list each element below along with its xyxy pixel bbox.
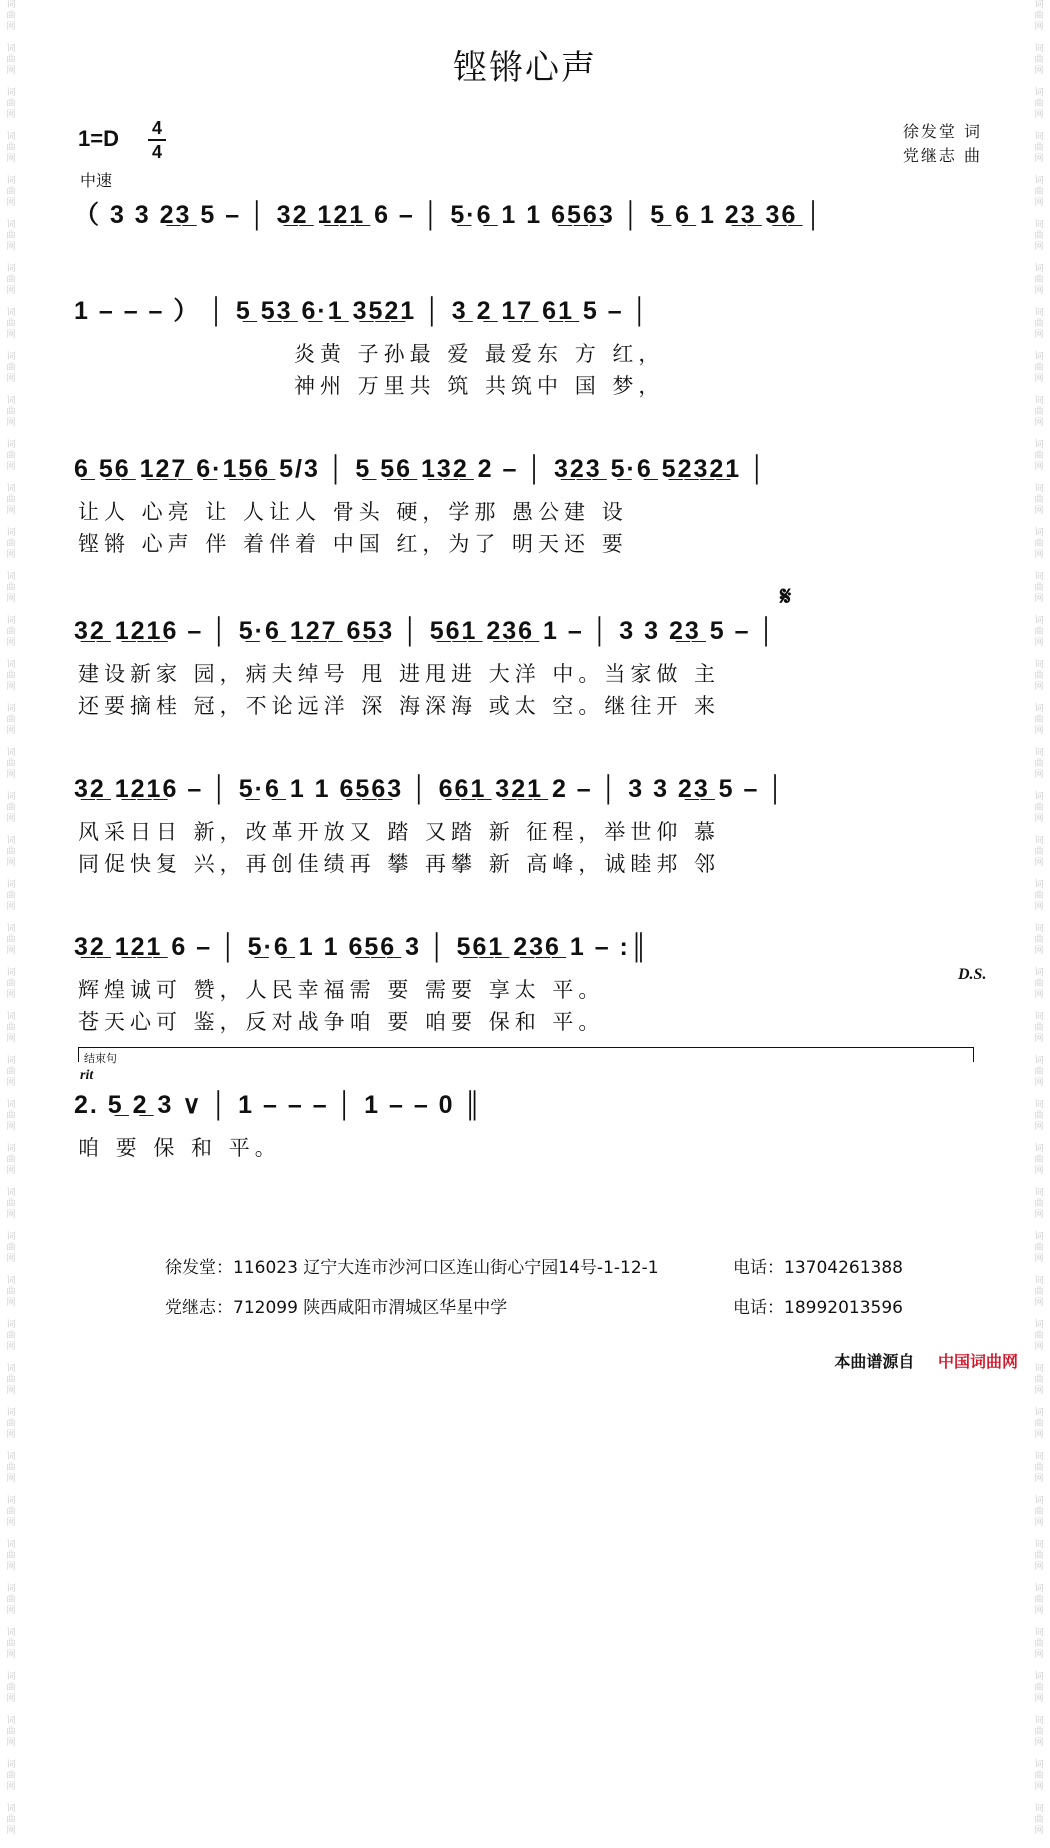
address-line-2 (165, 1288, 965, 1328)
dal-segno-mark: D.S. (958, 966, 987, 983)
time-signature (148, 118, 166, 162)
ending-bracket (78, 1047, 974, 1062)
lyric-line: 咱 要 保 和 平。 (78, 1136, 281, 1160)
score-row (74, 930, 990, 1038)
notation-line: （ 3 3 2̲3̲ 5 – │ 3̲2̲ 1̲2̲1̲ 6 – │ 5̲·6̲ 1 1 6̲5̲6̲3 │ 5̲ 6̲ 1 2̲3̲ 3̲6̲ │ (74, 201, 824, 229)
time-signature-top: 4 (151, 118, 162, 138)
lyric-line: 铿锵 心声 伴 着伴着 中国 红，为了 明天还 要 (78, 532, 628, 556)
address-phone: 电话：18992013596 (733, 1298, 903, 1318)
lyric-line: 神州 万里共 筑 共筑中 国 梦， (294, 374, 665, 398)
score-row (74, 198, 990, 232)
score-row (74, 614, 990, 722)
composer-credit: 党继志 曲 (902, 146, 982, 165)
source-label: 本曲谱源自 (834, 1352, 915, 1371)
source-site-link[interactable]: 中国词曲网 (937, 1352, 1018, 1371)
lyric-line: 辉煌诚可 赞，人民幸福需 要 需要 享太 平。 (78, 978, 605, 1002)
lyric-line: 风采日日 新，改革开放又 踏 又踏 新 征程，举世仰 慕 (78, 820, 721, 844)
key-signature: 1=D (78, 126, 119, 151)
lyric-line: 炎黄 子孙最 爱 最爱东 方 红， (294, 342, 665, 366)
lyric-line: 还要摘桂 冠，不论远洋 深 海深海 或太 空。继往开 来 (78, 694, 721, 718)
credits (903, 120, 982, 168)
lyric-line: 同促快复 兴，再创佳绩再 攀 再攀 新 高峰，诚睦邦 邻 (78, 852, 721, 876)
lyric-line: 让人 心亮 让 人让人 骨头 硬，学那 愚公建 设 (78, 500, 628, 524)
notation-line: 2. 5̲ 2̲ 3 ∨ │ 1 – – – │ 1 – – 0 ║ (74, 1091, 484, 1119)
lyric-line: 苍天心可 鉴，反对战争咱 要 咱要 保和 平。 (78, 1010, 605, 1034)
score-row (74, 772, 990, 880)
segno-sign: 𝄋 (780, 582, 792, 612)
notation-line: 1 – – – ） │ 5̲ 5̲3̲ 6̲·1̲ 3̲5̲2̲1 │ 3̲ 2̲ 1̲7̲ 6̲1̲ 5 – │ (74, 297, 651, 325)
lyric-line: 建设新家 园，病夫绰号 甩 进甩进 大洋 中。当家做 主 (78, 662, 721, 686)
tempo-marking: 中速 (80, 171, 113, 190)
watermark-left: 词 曲 网 词 曲 网 词 曲 网 词 曲 网 词 曲 网 词 曲 网 词 曲 网 词 曲 网 词 曲 网 词 曲 网 词 曲 网 词 曲 网 词 曲 网 词 曲 网 词 曲 网 词 曲 网 词 曲 网 词 曲 网 词 曲 网 词 曲 网 词 曲 网 词 曲 网 词 曲 网 词 曲 网 词 曲 网 词 曲 网 词 曲 网 词 曲 网 词 曲 网 词 曲 网 词 曲 网 词 曲 网 词 曲 网 词 曲 网 词 曲 网 词 曲 网 词 曲 网 词 曲 网 词 曲 网 词 曲 网 词 曲 网 词 曲 网 (6, 0, 16, 1836)
notation-line: 3̲2̲ 1̲2̲1̲6 – │ 5̲·6̲ 1̲2̲7̲ 6̲5̲3 │ 5̲6̲1̲ 2̲3̲6̲ 1 – │ 3 3 2̲3̲ 5 – │ (74, 617, 778, 645)
ritardando-mark: rit (80, 1068, 94, 1083)
notation-line: 3̲2̲ 1̲2̲1̲ 6 – │ 5̲·6̲ 1 1 6̲5̲6̲ 3 │ 5̲6̲1̲ 2̲3̲6̲ 1 – :║ (74, 933, 650, 961)
ending-label: 结束句 (84, 1052, 117, 1065)
notation-line: 6̲ 5̲6̲ 1̲2̲7̲ 6̲·1̲5̲6̲ 5/3 │ 5̲ 5̲6̲ 1̲3̲2̲ 2 – │ 3̲2̲3̲ 5̲·6̲ 5̲2̲3̲2̲1 │ (74, 455, 768, 483)
page-title: 铿锵心声 (453, 48, 597, 88)
address-phone: 电话：13704261388 (733, 1258, 903, 1278)
time-signature-bottom: 4 (151, 142, 162, 162)
address-text: 徐发堂：116023 辽宁大连市沙河口区连山街心宁园14号-1-12-1 (165, 1258, 659, 1278)
address-text: 党继志：712099 陕西咸阳市渭城区华星中学 (165, 1298, 508, 1318)
score-row (74, 294, 990, 402)
source-footer (834, 1349, 1018, 1372)
score-row (74, 452, 990, 560)
lyricist-credit: 徐发堂 词 (902, 122, 982, 141)
address-line-1 (165, 1248, 965, 1288)
watermark-right: 词 曲 网 词 曲 网 词 曲 网 词 曲 网 词 曲 网 词 曲 网 词 曲 网 词 曲 网 词 曲 网 词 曲 网 词 曲 网 词 曲 网 词 曲 网 词 曲 网 词 曲 网 词 曲 网 词 曲 网 词 曲 网 词 曲 网 词 曲 网 词 曲 网 词 曲 网 词 曲 网 词 曲 网 词 曲 网 词 曲 网 词 曲 网 词 曲 网 词 曲 网 词 曲 网 词 曲 网 词 曲 网 词 曲 网 词 曲 网 词 曲 网 词 曲 网 词 曲 网 词 曲 网 词 曲 网 词 曲 网 词 曲 网 词 曲 网 (1034, 0, 1044, 1836)
notation-line: 3̲2̲ 1̲2̲1̲6 – │ 5̲·6̲ 1 1 6̲5̲6̲3 │ 6̲6̲1̲ 3̲2̲1̲ 2 – │ 3 3 2̲3̲ 5 – │ (74, 775, 787, 803)
score-row (74, 1088, 990, 1164)
contact-addresses (165, 1248, 965, 1328)
